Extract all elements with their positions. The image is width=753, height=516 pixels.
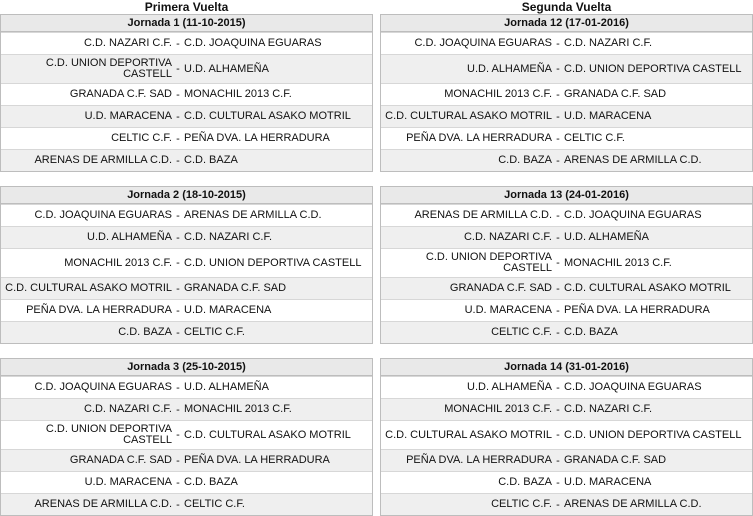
match-separator: - <box>556 37 560 50</box>
home-team: U.D. MARACENA <box>464 304 552 316</box>
away-team: C.D. NAZARI C.F. <box>564 37 653 49</box>
second-leg-matchday <box>380 186 753 344</box>
fixtures-grid <box>0 14 753 516</box>
match-separator: - <box>176 132 180 145</box>
match-row <box>1 54 372 83</box>
away-team: U.D. MARACENA <box>564 476 652 488</box>
match-separator: - <box>176 454 180 467</box>
match-separator: - <box>556 154 560 167</box>
away-team: U.D. MARACENA <box>184 304 272 316</box>
first-leg-matchday <box>0 358 373 516</box>
match-row <box>381 149 752 171</box>
home-team: MONACHIL 2013 C.F. <box>444 88 552 100</box>
match-separator: - <box>556 476 560 489</box>
match-row <box>1 376 372 398</box>
home-team: MONACHIL 2013 C.F. <box>444 403 552 415</box>
home-team: C.D. NAZARI C.F. <box>83 403 172 415</box>
match-row <box>381 32 752 54</box>
first-leg-matchday <box>0 186 373 344</box>
match-separator: - <box>556 429 560 441</box>
match-row <box>1 83 372 105</box>
away-team: CELTIC C.F. <box>564 132 625 144</box>
match-separator: - <box>556 304 560 317</box>
match-row <box>1 420 372 449</box>
away-team: C.D. UNION DEPORTIVA CASTELL <box>184 256 362 269</box>
match-row <box>381 321 752 343</box>
match-separator: - <box>176 231 180 244</box>
round-pair <box>0 14 753 172</box>
second-leg-matchday <box>380 14 753 172</box>
away-team: C.D. BAZA <box>184 154 238 166</box>
away-team: U.D. ALHAMEÑA <box>564 231 649 243</box>
home-team: C.D. JOAQUINA EGUARAS <box>34 381 172 393</box>
matchday-title: Jornada 14 (31-01-2016) <box>381 359 752 376</box>
away-team: C.D. JOAQUINA EGUARAS <box>564 381 702 393</box>
home-team: C.D. BAZA <box>498 154 552 166</box>
home-team: U.D. ALHAMEÑA <box>87 231 172 243</box>
match-separator: - <box>176 110 180 123</box>
home-team: PEÑA DVA. LA HERRADURA <box>406 132 552 144</box>
match-separator: - <box>556 403 560 416</box>
away-team: CELTIC C.F. <box>184 326 245 338</box>
home-team: C.D. UNION DEPORTIVA CASTELL <box>45 423 172 446</box>
match-separator: - <box>556 498 560 511</box>
matchday-gap <box>0 172 753 186</box>
home-team: C.D. UNION DEPORTIVA CASTELL <box>425 251 552 274</box>
match-row <box>1 204 372 226</box>
match-row <box>1 449 372 471</box>
home-team: ARENAS DE ARMILLA C.D. <box>414 209 552 221</box>
match-separator: - <box>176 88 180 101</box>
first-round-heading: Primera Vuelta <box>144 0 229 14</box>
match-separator: - <box>556 132 560 145</box>
match-row <box>1 471 372 493</box>
away-team: U.D. ALHAMEÑA <box>184 381 269 393</box>
away-team: U.D. MARACENA <box>564 110 652 122</box>
home-team: CELTIC C.F. <box>491 326 552 338</box>
away-team: C.D. NAZARI C.F. <box>184 231 273 243</box>
away-team: C.D. CULTURAL ASAKO MOTRIL <box>184 110 351 122</box>
matchday-title: Jornada 1 (11-10-2015) <box>1 15 372 32</box>
match-separator: - <box>176 37 180 50</box>
match-separator: - <box>176 304 180 317</box>
home-team: GRANADA C.F. SAD <box>69 88 172 100</box>
away-team: U.D. ALHAMEÑA <box>184 62 269 75</box>
home-team: GRANADA C.F. SAD <box>69 454 172 466</box>
match-separator: - <box>176 476 180 489</box>
match-separator: - <box>176 282 180 295</box>
away-team: PEÑA DVA. LA HERRADURA <box>564 304 710 316</box>
match-row <box>381 226 752 248</box>
home-team: C.D. CULTURAL ASAKO MOTRIL <box>385 110 552 122</box>
away-team: ARENAS DE ARMILLA C.D. <box>184 209 322 221</box>
away-team: CELTIC C.F. <box>184 498 245 510</box>
match-row <box>1 127 372 149</box>
match-row <box>381 248 752 277</box>
home-team: U.D. MARACENA <box>84 476 172 488</box>
match-row <box>381 54 752 83</box>
match-separator: - <box>176 498 180 511</box>
home-team: C.D. BAZA <box>118 326 172 338</box>
home-team: C.D. JOAQUINA EGUARAS <box>414 37 552 49</box>
away-team: C.D. CULTURAL ASAKO MOTRIL <box>564 282 731 294</box>
match-separator: - <box>176 403 180 416</box>
away-team: C.D. UNION DEPORTIVA CASTELL <box>564 428 742 441</box>
home-team: C.D. UNION DEPORTIVA CASTELL <box>45 57 172 80</box>
match-separator: - <box>556 454 560 467</box>
match-row <box>1 277 372 299</box>
away-team: C.D. NAZARI C.F. <box>564 403 653 415</box>
match-row <box>381 277 752 299</box>
matchday-title: Jornada 12 (17-01-2016) <box>381 15 752 32</box>
away-team: ARENAS DE ARMILLA C.D. <box>564 498 702 510</box>
match-row <box>1 299 372 321</box>
match-row <box>1 321 372 343</box>
match-separator: - <box>556 63 560 75</box>
matchday-gap <box>0 344 753 358</box>
match-row <box>1 493 372 515</box>
match-row <box>381 376 752 398</box>
match-separator: - <box>176 429 180 441</box>
away-team: C.D. BAZA <box>564 326 618 338</box>
round-pair <box>0 358 753 516</box>
home-team: CELTIC C.F. <box>491 498 552 510</box>
match-separator: - <box>176 209 180 222</box>
home-team: U.D. ALHAMEÑA <box>467 62 552 75</box>
match-row <box>381 204 752 226</box>
home-team: PEÑA DVA. LA HERRADURA <box>26 304 172 316</box>
away-team: PEÑA DVA. LA HERRADURA <box>184 454 330 466</box>
home-team: U.D. MARACENA <box>84 110 172 122</box>
match-separator: - <box>556 88 560 101</box>
match-separator: - <box>176 381 180 394</box>
match-separator: - <box>556 326 560 339</box>
match-separator: - <box>556 282 560 295</box>
match-row <box>381 493 752 515</box>
away-team: GRANADA C.F. SAD <box>564 88 667 100</box>
match-row <box>1 149 372 171</box>
match-separator: - <box>556 231 560 244</box>
match-row <box>381 398 752 420</box>
matchday-title: Jornada 13 (24-01-2016) <box>381 187 752 204</box>
away-team: C.D. JOAQUINA EGUARAS <box>184 37 322 49</box>
away-team: C.D. CULTURAL ASAKO MOTRIL <box>184 428 351 441</box>
away-team: GRANADA C.F. SAD <box>184 282 287 294</box>
home-team: U.D. ALHAMEÑA <box>467 381 552 393</box>
home-team: C.D. NAZARI C.F. <box>463 231 552 243</box>
round-pair <box>0 186 753 344</box>
home-team: MONACHIL 2013 C.F. <box>64 256 172 269</box>
away-team: MONACHIL 2013 C.F. <box>564 256 672 269</box>
home-team: CELTIC C.F. <box>111 132 172 144</box>
second-leg-matchday <box>380 358 753 516</box>
away-team: C.D. JOAQUINA EGUARAS <box>564 209 702 221</box>
match-separator: - <box>556 209 560 222</box>
away-team: C.D. BAZA <box>184 476 238 488</box>
home-team: PEÑA DVA. LA HERRADURA <box>406 454 552 466</box>
match-row <box>1 32 372 54</box>
match-row <box>381 449 752 471</box>
home-team: C.D. NAZARI C.F. <box>83 37 172 49</box>
match-row <box>1 398 372 420</box>
match-row <box>381 105 752 127</box>
match-row <box>381 420 752 449</box>
match-separator: - <box>176 326 180 339</box>
home-team: C.D. CULTURAL ASAKO MOTRIL <box>385 428 552 441</box>
away-team: GRANADA C.F. SAD <box>564 454 667 466</box>
home-team: C.D. CULTURAL ASAKO MOTRIL <box>5 282 172 294</box>
home-team: C.D. BAZA <box>498 476 552 488</box>
match-separator: - <box>176 63 180 75</box>
away-team: PEÑA DVA. LA HERRADURA <box>184 132 330 144</box>
away-team: ARENAS DE ARMILLA C.D. <box>564 154 702 166</box>
match-row <box>381 471 752 493</box>
match-separator: - <box>556 257 560 269</box>
match-row <box>1 248 372 277</box>
home-team: ARENAS DE ARMILLA C.D. <box>34 154 172 166</box>
matchday-title: Jornada 3 (25-10-2015) <box>1 359 372 376</box>
match-row <box>1 105 372 127</box>
match-row <box>381 299 752 321</box>
match-row <box>381 83 752 105</box>
match-separator: - <box>176 154 180 167</box>
second-round-heading: Segunda Vuelta <box>521 0 612 14</box>
home-team: ARENAS DE ARMILLA C.D. <box>34 498 172 510</box>
away-team: C.D. UNION DEPORTIVA CASTELL <box>564 62 742 75</box>
away-team: MONACHIL 2013 C.F. <box>184 88 292 100</box>
matchday-title: Jornada 2 (18-10-2015) <box>1 187 372 204</box>
match-separator: - <box>556 110 560 123</box>
home-team: GRANADA C.F. SAD <box>449 282 552 294</box>
match-row <box>381 127 752 149</box>
away-team: MONACHIL 2013 C.F. <box>184 403 292 415</box>
match-row <box>1 226 372 248</box>
home-team: C.D. JOAQUINA EGUARAS <box>34 209 172 221</box>
first-leg-matchday <box>0 14 373 172</box>
match-separator: - <box>176 257 180 269</box>
match-separator: - <box>556 381 560 394</box>
